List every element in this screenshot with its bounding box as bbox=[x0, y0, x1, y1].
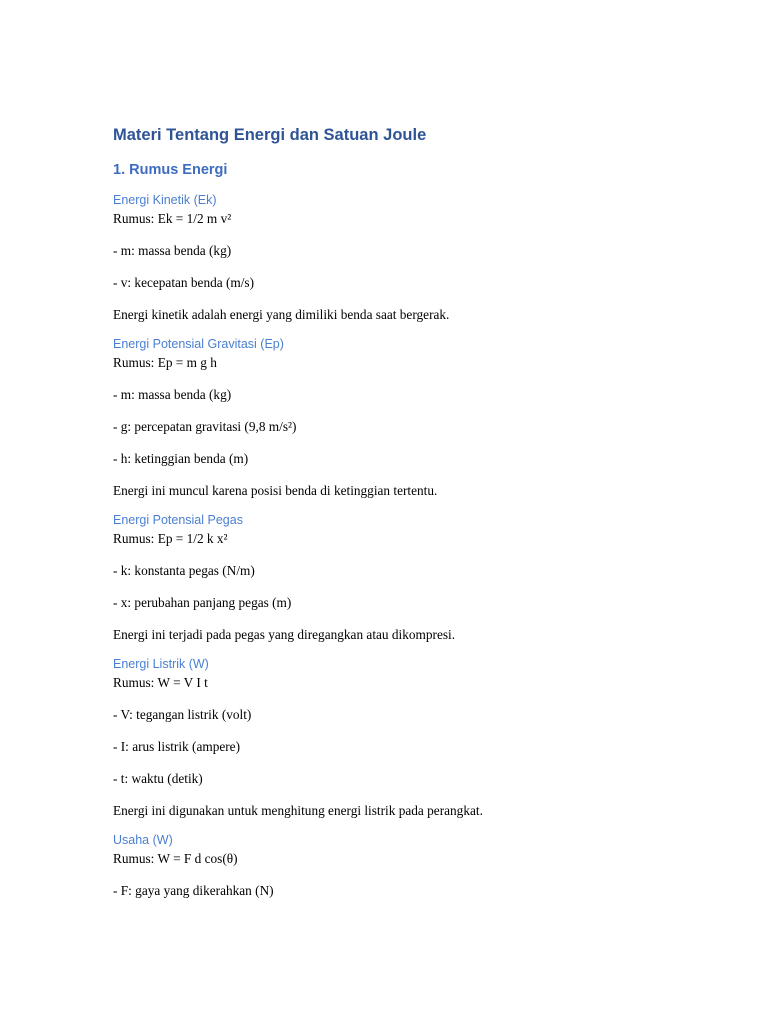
variable-item: - m: massa benda (kg) bbox=[113, 387, 232, 402]
section-heading: 1. Rumus Energi bbox=[113, 162, 228, 178]
formula: Rumus: Ep = 1/2 k x² bbox=[113, 531, 228, 546]
subheading: Energi Potensial Pegas bbox=[113, 513, 243, 527]
formula: Rumus: W = F d cos(θ) bbox=[113, 851, 238, 866]
description: Energi kinetik adalah energi yang dimiliki benda saat bergerak. bbox=[113, 307, 450, 322]
variable-item: - F: gaya yang dikerahkan (N) bbox=[113, 883, 274, 898]
section-usaha bbox=[113, 831, 733, 901]
variable-item: - x: perubahan panjang pegas (m) bbox=[113, 595, 292, 610]
formula: Rumus: W = V I t bbox=[113, 675, 208, 690]
description: Energi ini digunakan untuk menghitung energi listrik pada perangkat. bbox=[113, 803, 483, 818]
description: Energi ini muncul karena posisi benda di ketinggian tertentu. bbox=[113, 483, 438, 498]
subheading: Energi Listrik (W) bbox=[113, 657, 209, 671]
variable-item: - g: percepatan gravitasi (9,8 m/s²) bbox=[113, 419, 297, 434]
description: Energi ini terjadi pada pegas yang diregangkan atau dikompresi. bbox=[113, 627, 456, 642]
variable-item: - t: waktu (detik) bbox=[113, 771, 203, 786]
variable-item: - V: tegangan listrik (volt) bbox=[113, 707, 252, 722]
subheading: Usaha (W) bbox=[113, 833, 173, 847]
subheading: Energi Potensial Gravitasi (Ep) bbox=[113, 337, 284, 351]
formula: Rumus: Ek = 1/2 m v² bbox=[113, 211, 232, 226]
section-energi-potensial-pegas bbox=[113, 511, 733, 645]
document-title: Materi Tentang Energi dan Satuan Joule bbox=[113, 126, 427, 144]
variable-item: - v: kecepatan benda (m/s) bbox=[113, 275, 255, 290]
formula: Rumus: Ep = m g h bbox=[113, 355, 217, 370]
section-energi-kinetik bbox=[113, 191, 733, 325]
subheading: Energi Kinetik (Ek) bbox=[113, 193, 217, 207]
document-page bbox=[113, 122, 733, 901]
variable-item: - h: ketinggian benda (m) bbox=[113, 451, 249, 466]
variable-item: - m: massa benda (kg) bbox=[113, 243, 232, 258]
section-energi-listrik bbox=[113, 655, 733, 821]
section-energi-potensial-gravitasi bbox=[113, 335, 733, 501]
variable-item: - I: arus listrik (ampere) bbox=[113, 739, 241, 754]
variable-item: - k: konstanta pegas (N/m) bbox=[113, 563, 255, 578]
